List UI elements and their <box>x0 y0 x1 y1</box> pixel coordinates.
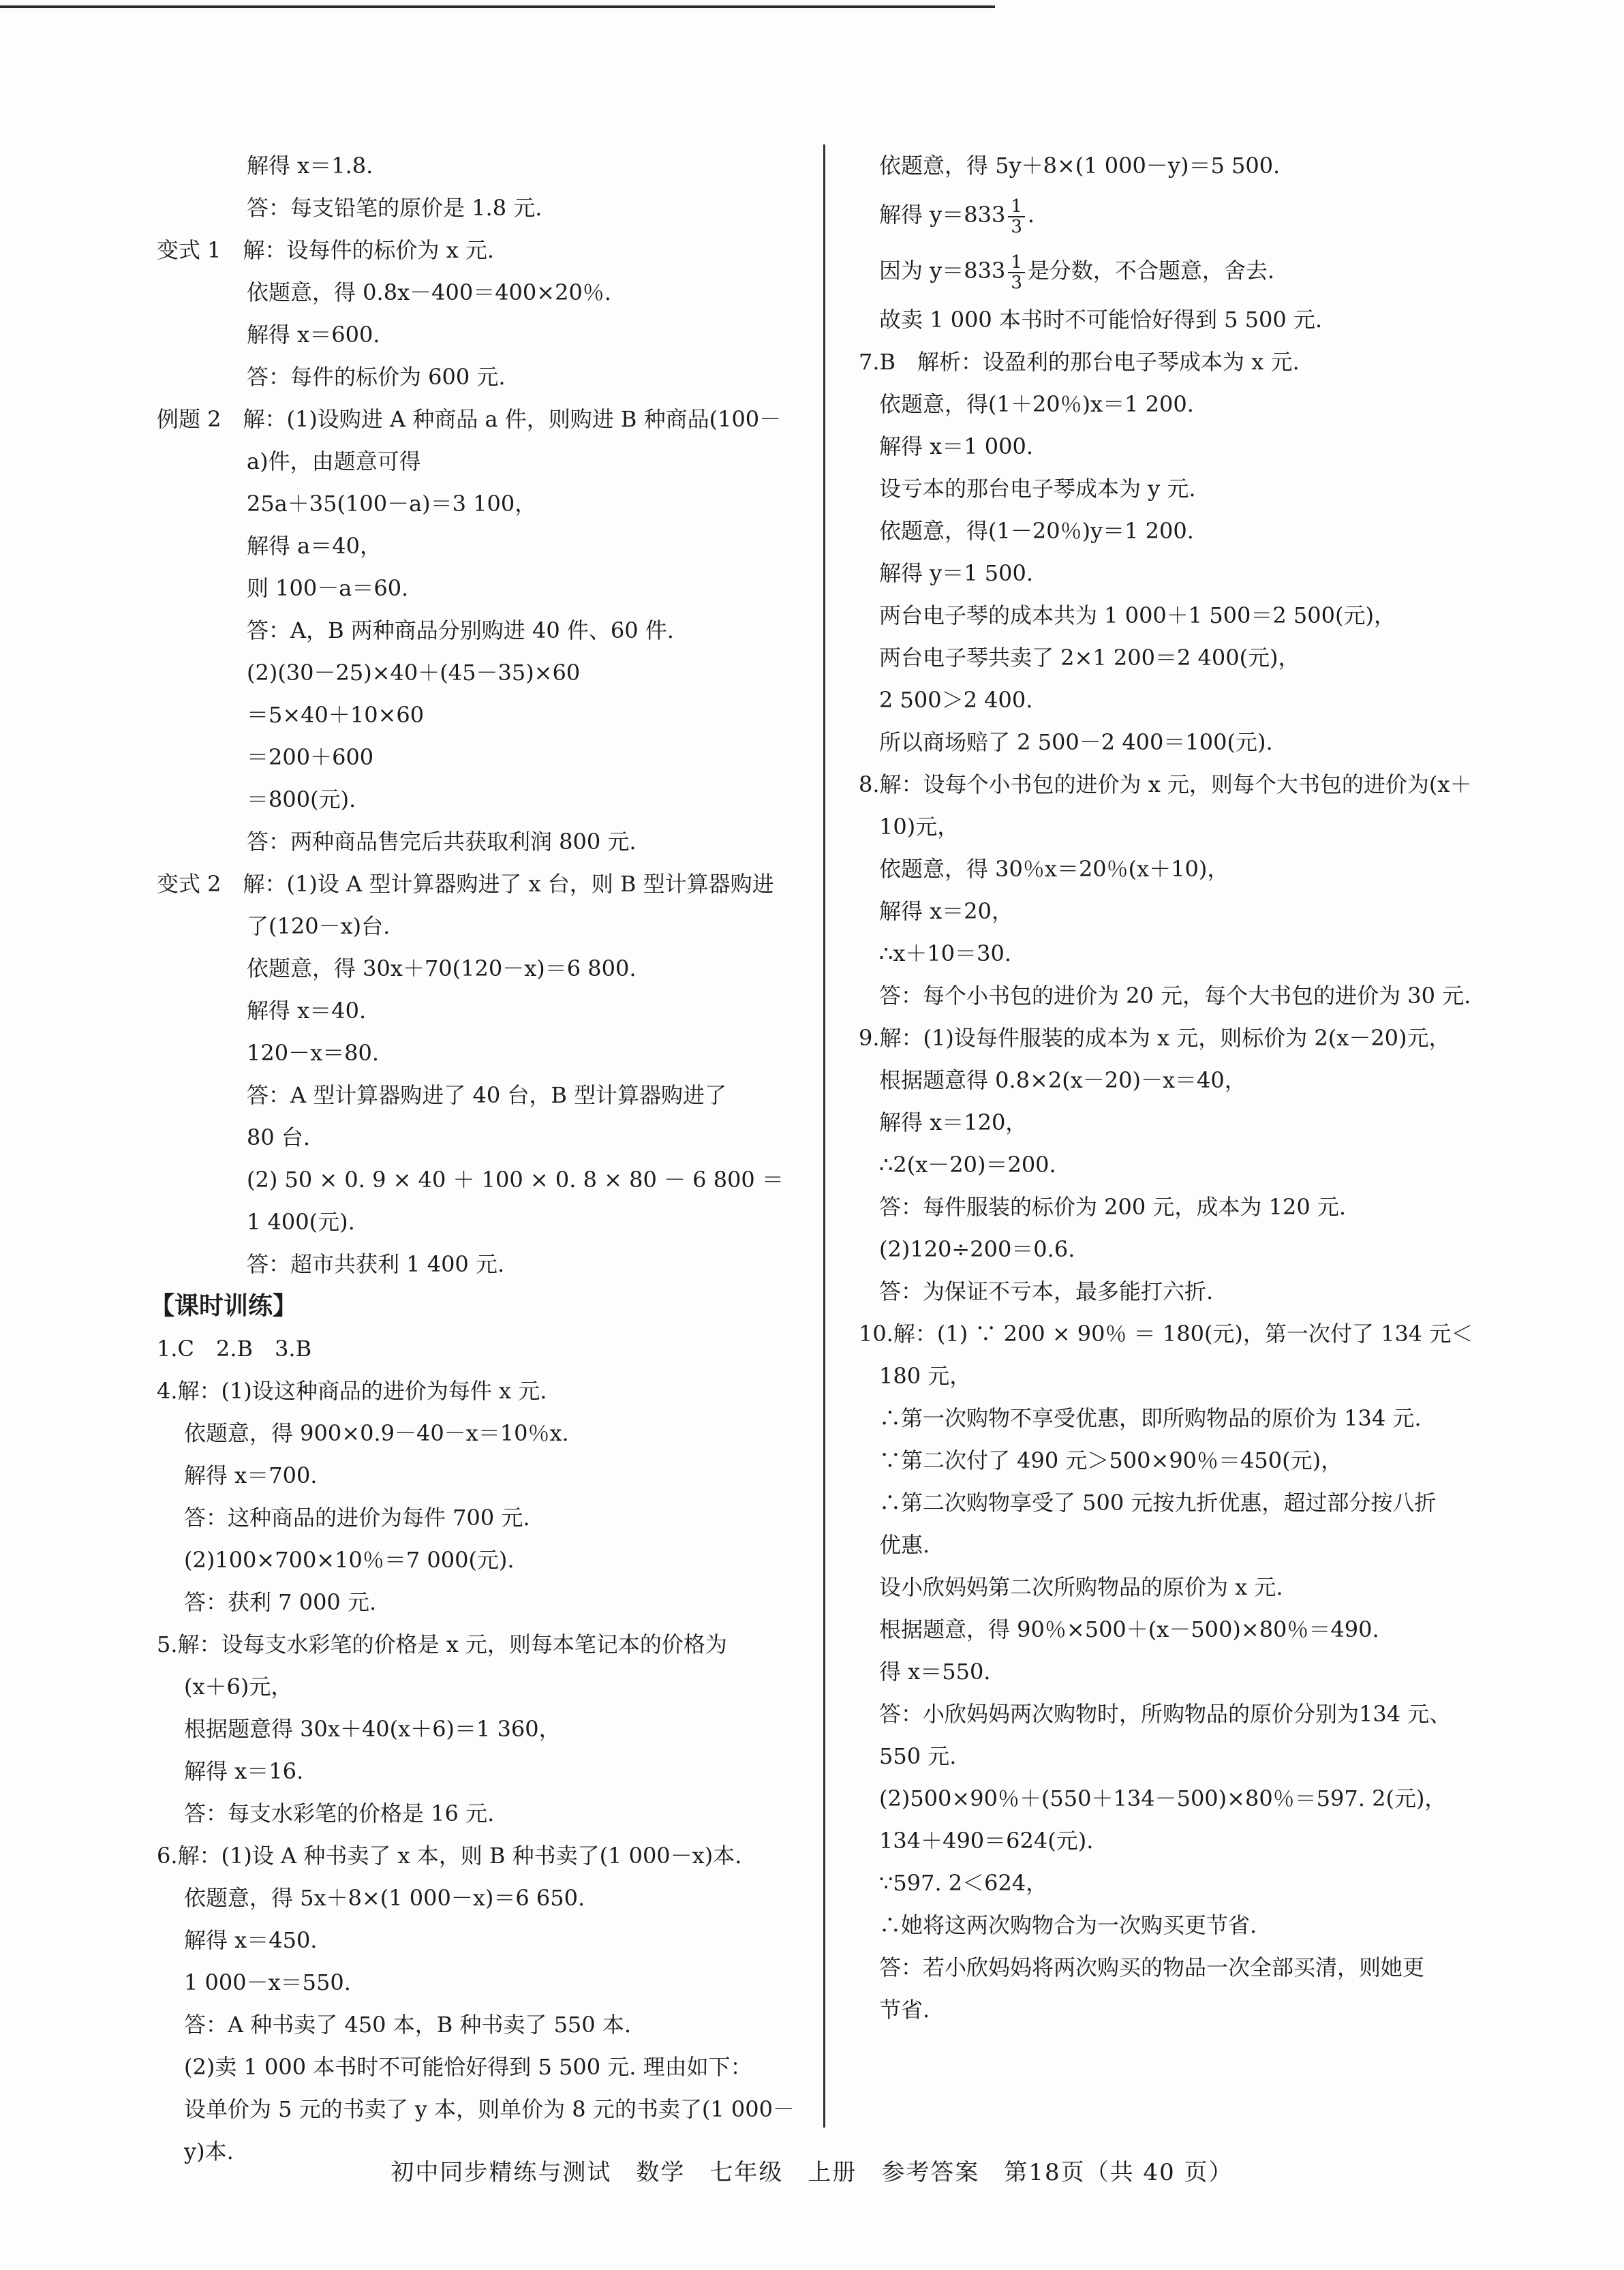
text-line: 7.B 解析：设盈利的那台电子琴成本为 x 元. <box>859 349 1300 375</box>
text-line: 解得 x＝40. <box>247 998 367 1024</box>
text-line: 1.C 2.B 3.B <box>157 1336 312 1362</box>
text-line: 解得 x＝600. <box>247 322 380 348</box>
text-line: 根据题意，得 90％×500＋(x－500)×80％＝490. <box>879 1616 1379 1642</box>
text-line: 依题意，得 5y＋8×(1 000－y)＝5 500. <box>879 153 1281 179</box>
text-line: 答：A 型计算器购进了 40 台，B 型计算器购进了 <box>247 1082 727 1108</box>
text-line: 解得 x＝450. <box>184 1927 318 1953</box>
text-span: 解得 y＝833 <box>879 202 1006 228</box>
text-line: 答：每件的标价为 600 元. <box>247 364 506 390</box>
text-line: 答：若小欣妈妈将两次购买的物品一次全部买清，则她更 <box>879 1954 1425 1980</box>
text-line: ＝800(元). <box>247 786 356 812</box>
text-span: 是分数，不合题意，舍去. <box>1027 258 1275 283</box>
text-line: 根据题意得 0.8×2(x－20)－x＝40， <box>879 1067 1246 1093</box>
text-line: 答：A，B 两种商品分别购进 40 件、60 件. <box>247 617 674 643</box>
text-line: 例题 2 解：(1)设购进 A 种商品 a 件，则购进 B 种商品(100－ <box>157 406 782 432</box>
fraction <box>1008 197 1025 236</box>
text-line: 得 x＝550. <box>879 1659 991 1685</box>
text-line: ＝5×40＋10×60 <box>247 702 425 728</box>
text-line: ∴第一次购物不享受优惠，即所购物品的原价为 134 元. <box>879 1405 1422 1431</box>
text-line: 依题意，得 30％x＝20％(x＋10)， <box>879 856 1229 882</box>
text-line: 设单价为 5 元的书卖了 y 本，则单价为 8 元的书卖了(1 000－ <box>184 2096 795 2122</box>
text-line: 答：每支水彩笔的价格是 16 元. <box>184 1800 495 1826</box>
text-line: ∵597. 2＜624， <box>879 1870 1048 1896</box>
text-line: 4.解：(1)设这种商品的进价为每件 x 元. <box>157 1378 547 1404</box>
text-line: 依题意，得 30x＋70(120－x)＝6 800. <box>247 955 637 981</box>
fraction-numerator: 1 <box>1008 197 1025 217</box>
text-line: 答：两种商品售完后共获取利润 800 元. <box>247 829 637 855</box>
text-line: y)本. <box>184 2138 234 2164</box>
text-line: 答：每个小书包的进价为 20 元，每个大书包的进价为 30 元. <box>879 983 1471 1009</box>
column-divider <box>823 144 825 2128</box>
text-line: 9.解：(1)设每件服装的成本为 x 元，则标价为 2(x－20)元， <box>859 1025 1451 1051</box>
text-line: 设小欣妈妈第二次所购物品的原价为 x 元. <box>879 1574 1283 1600</box>
section-heading: 【课时训练】 <box>150 1292 298 1320</box>
right-column <box>845 144 1506 2031</box>
text-line: 5.解：设每支水彩笔的价格是 x 元，则每本笔记本的价格为 <box>157 1631 727 1657</box>
text-line-fraction <box>845 243 1506 298</box>
fraction-denominator: 3 <box>1011 272 1022 293</box>
text-line: 答：小欣妈妈两次购物时，所购物品的原价分别为134 元、 <box>879 1701 1452 1727</box>
text-line: 解得 x＝120， <box>879 1109 1028 1135</box>
text-line: 依题意，得(1－20％)y＝1 200. <box>879 518 1194 544</box>
text-line: 依题意，得 5x＋8×(1 000－x)＝6 650. <box>184 1885 585 1911</box>
text-line: 答：每件服装的标价为 200 元，成本为 120 元. <box>879 1194 1347 1220</box>
text-line: 2 500＞2 400. <box>879 687 1033 713</box>
text-line: (2)(30－25)×40＋(45－35)×60 <box>247 660 581 686</box>
text-line: (2)500×90％＋(550＋134－500)×80％＝597. 2(元)， <box>879 1785 1447 1811</box>
text-line: 解得 x＝700. <box>184 1462 318 1488</box>
text-line: 解得 a＝40， <box>247 533 382 559</box>
top-rule <box>0 5 995 8</box>
text-line: ∵第二次付了 490 元＞500×90％＝450(元)， <box>879 1447 1343 1473</box>
text-line: (2)120÷200＝0.6. <box>879 1236 1075 1262</box>
text-line: 解得 x＝20， <box>879 898 1013 924</box>
text-line: 180 元， <box>879 1363 972 1389</box>
text-line: 答：每支铅笔的原价是 1.8 元. <box>247 195 542 221</box>
text-line: 根据题意得 30x＋40(x＋6)＝1 360， <box>184 1716 561 1742</box>
text-line: 依题意，得 900×0.9－40－x＝10％x. <box>184 1420 569 1446</box>
text-line: 两台电子琴的成本共为 1 000＋1 500＝2 500(元)， <box>879 602 1396 628</box>
text-line: 6.解：(1)设 A 种书卖了 x 本，则 B 种书卖了(1 000－x)本. <box>157 1843 742 1869</box>
text-line: 答：A 种书卖了 450 本，B 种书卖了 550 本. <box>184 2012 631 2038</box>
text-line: (2) 50 × 0. 9 × 40 ＋ 100 × 0. 8 × 80 － 6 800 ＝ <box>247 1167 784 1193</box>
text-line: ∴2(x－20)＝200. <box>879 1152 1056 1178</box>
text-line: 解得 x＝1.8. <box>247 153 373 179</box>
text-span: 因为 y＝833 <box>879 258 1006 283</box>
text-line: ∴她将这两次购物合为一次购买更节省. <box>879 1912 1257 1938</box>
text-line: 依题意，得(1＋20％)x＝1 200. <box>879 391 1194 417</box>
text-line: ＝200＋600 <box>247 744 374 770</box>
left-column <box>150 144 804 2173</box>
text-line: 答：超市共获利 1 400 元. <box>247 1251 505 1277</box>
text-line: 答：这种商品的进价为每件 700 元. <box>184 1505 530 1531</box>
text-line: 变式 2 解：(1)设 A 型计算器购进了 x 台，则 B 型计算器购进 <box>157 871 774 897</box>
text-line-fraction <box>845 187 1506 243</box>
text-line: 解得 y＝1 500. <box>879 560 1034 586</box>
text-line: 10.解：(1) ∵ 200 × 90％ ＝ 180(元)，第一次付了 134 元＜ <box>859 1321 1473 1347</box>
text-line: (x＋6)元， <box>184 1674 293 1700</box>
page-footer: 初中同步精练与测试 数学 七年级 上册 参考答案 第18页（共 40 页） <box>390 2159 1234 2186</box>
text-line: 答：获利 7 000 元. <box>184 1589 377 1615</box>
text-line: 120－x＝80. <box>247 1040 380 1066</box>
text-line: (2)100×700×10％＝7 000(元). <box>184 1547 515 1573</box>
text-line: 25a＋35(100－a)＝3 100， <box>247 491 537 517</box>
text-line: 80 台. <box>247 1124 311 1150</box>
text-line: (2)卖 1 000 本书时不可能恰好得到 5 500 元. 理由如下： <box>184 2054 752 2080</box>
text-line: 依题意，得 0.8x－400＝400×20％. <box>247 279 611 305</box>
text-line: 10)元， <box>879 814 960 840</box>
text-line: 解得 x＝16. <box>184 1758 304 1784</box>
fraction <box>1008 253 1025 292</box>
fraction-numerator: 1 <box>1008 253 1025 273</box>
text-line: 550 元. <box>879 1743 957 1769</box>
text-line: 优惠. <box>879 1532 930 1558</box>
text-line: 答：为保证不亏本，最多能打六折. <box>879 1278 1214 1304</box>
fraction-denominator: 3 <box>1011 216 1022 237</box>
text-line: 则 100－a＝60. <box>247 575 409 601</box>
text-line: 134＋490＝624(元). <box>879 1828 1094 1854</box>
text-line: 故卖 1 000 本书时不可能恰好得到 5 500 元. <box>879 307 1323 333</box>
text-line: 变式 1 解：设每件的标价为 x 元. <box>157 237 495 263</box>
text-line: ∴x＋10＝30. <box>879 940 1012 966</box>
text-line: 了(120－x)台. <box>247 913 390 939</box>
text-line: 节省. <box>879 1997 930 2023</box>
text-line: 两台电子琴共卖了 2×1 200＝2 400(元)， <box>879 645 1300 671</box>
text-line: ∴第二次购物享受了 500 元按九折优惠，超过部分按八折 <box>879 1490 1437 1516</box>
text-line: 设亏本的那台电子琴成本为 y 元. <box>879 476 1196 502</box>
text-line: 1 000－x＝550. <box>184 1969 351 1995</box>
text-line: 解得 x＝1 000. <box>879 433 1034 459</box>
text-line: 1 400(元). <box>247 1209 355 1235</box>
text-line: a)件，由题意可得 <box>247 448 421 474</box>
text-line: 所以商场赔了 2 500－2 400＝100(元). <box>879 729 1273 755</box>
text-span: . <box>1027 202 1035 228</box>
text-line: 8.解：设每个小书包的进价为 x 元，则每个大书包的进价为(x＋ <box>859 771 1472 797</box>
